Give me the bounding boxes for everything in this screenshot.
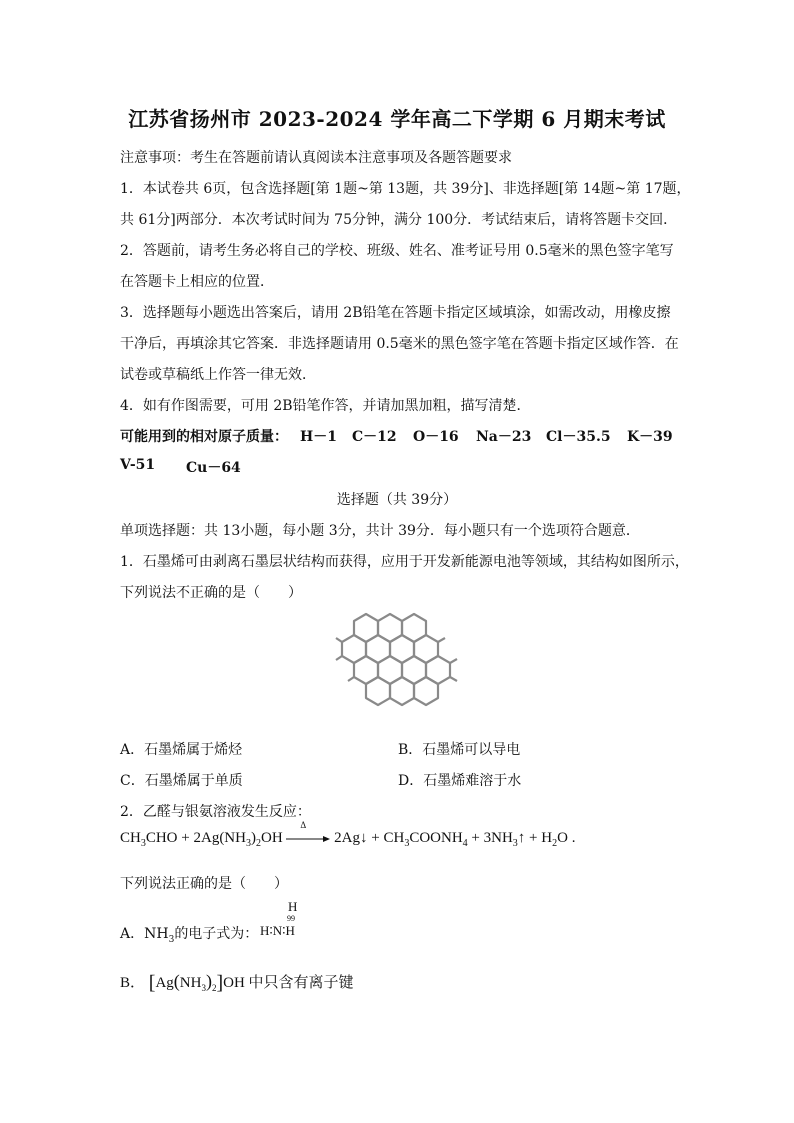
eq-product-2: $CH_3COONH_4$ bbox=[383, 830, 468, 849]
notice-line: 共 61分]两部分．本次考试时间为 75分钟，满分 100分．考试结束后，请将答题卡交回． bbox=[120, 212, 678, 228]
question-1-option-d: D．石墨烯难溶于水 bbox=[398, 773, 522, 789]
atomic-mass: Cl－35.5 bbox=[546, 429, 611, 445]
question-1-stem: 下列说法不正确的是（ ） bbox=[120, 585, 302, 601]
arrow-icon bbox=[286, 834, 330, 844]
atomic-mass: Na－23 bbox=[476, 429, 532, 445]
question-1-option-a: A．石墨烯属于烯烃 bbox=[120, 742, 243, 758]
reaction-equation: $CH_3CHO + 2Ag(NH_3)_2OH$ Δ 2Ag↓ + $CH_3COONH_4$ + $3NH_3↑ + H_2O$ . bbox=[120, 819, 576, 849]
notice-heading: 注意事项：考生在答题前请认真阅读本注意事项及各题答题要求 bbox=[120, 150, 512, 166]
atomic-mass: C－12 bbox=[352, 429, 397, 445]
masses-label: 可能用到的相对原子质量： bbox=[120, 429, 288, 445]
exam-title: 江苏省扬州市 2023-2024 学年高二下学期 6 月期末考试 bbox=[128, 107, 666, 131]
graphene-structure-figure bbox=[335, 610, 465, 710]
section-heading: 选择题（共 39分） bbox=[336, 492, 458, 508]
question-1-stem: 1．石墨烯可由剥离石墨层状结构而获得，应用于开发新能源电池等领域，其结构如图所示， bbox=[120, 554, 689, 570]
question-1-option-c: C．石墨烯属于单质 bbox=[120, 773, 243, 789]
atomic-mass: O－16 bbox=[413, 429, 459, 445]
eq-product-3: $3NH_3↑$ bbox=[483, 830, 526, 849]
question-2-stem: 2．乙醛与银氨溶液发生反应： bbox=[120, 804, 311, 820]
question-2-option-b: B． $[Ag(NH_3)_2]OH$ 中只含有离子键 bbox=[120, 971, 354, 994]
section-instructions: 单项选择题：共 13小题，每小题 3分，共计 39分．每小题只有一个选项符合题意． bbox=[120, 523, 640, 539]
notice-line: 2．答题前，请考生务必将自己的学校、班级、姓名、准考证号用 0.5毫米的黑色签字笔写 bbox=[120, 243, 674, 259]
notice-line: 干净后，再填涂其它答案．非选择题请用 0.5毫米的黑色签字笔在答题卡指定区域作答．在 bbox=[120, 336, 679, 352]
exam-page: 江苏省扬州市 2023-2024 学年高二下学期 6 月期末考试 注意事项：考生在答题前请认真阅读本注意事项及各题答题要求 1．本试卷共 6页，包含选择题[第 1题~第 13题，共 39分]、非选择题[第 14题~第 17题， 共 61分]两部分．本次考试时间为 75分钟，满分 100分．考试结束后，请将答题卡交回． 2．答题前，请考生务必将自己的学校、班级、姓名、准考证号用 0.5毫米的黑色签字笔写 在答题卡上相应的位置． 3．选择题每小题选出答案后，请用 2B铅笔在答题卡指定区域填涂，如需改动，用橡皮擦 干净后，再填涂其它答案．非选择题请用 0.5毫米的黑色签字笔在答题卡指定区域作答．在 试卷或草稿纸上作答一律无效． 4．如有作图需要，可用 2B铅笔作答，并请加黑加粗，描写清楚． 可能用到的相对原子质量： H－1 C－12 O－16 Na－23 Cl－35.5 K－39 V-51 Cu－64 选择题（共 39分） 单项选择题：共 13小题，每小题 3分，共计 39分．每小题只有一个选项符合题意． 1．石墨烯可由剥离石墨层状结构而获得，应用于开发新能源电池等领域，其结构如图所示， 下列说法不正确的是（ ） A．石墨烯属于烯烃 B．石墨烯可以导电 C．石墨烯属于单质 D．石墨烯难溶于水 2．乙醛与银氨溶液发生反应： $CH_3CHO + 2Ag(NH_3)_2OH$ Δ 2Ag↓ + $CH_3COONH_4$ + $3NH_3↑ + H_2O$ . 下列说法正确的是（ ） A．$NH_3$的电子式为： H 99 H∶N∶H B． $[Ag(NH_3)_2]OH$ 中只含有离子键 bbox=[0, 0, 794, 1123]
notice-line: 1．本试卷共 6页，包含选择题[第 1题~第 13题，共 39分]、非选择题[第 14题~第 17题， bbox=[120, 181, 691, 197]
question-2-ask: 下列说法正确的是（ ） bbox=[120, 876, 288, 892]
eq-reactant-1: $CH_3CHO$ bbox=[120, 830, 178, 849]
notice-line: 在答题卡上相应的位置． bbox=[120, 274, 274, 290]
heat-condition: Δ bbox=[300, 819, 307, 830]
eq-reactant-2: $2Ag(NH_3)_2OH$ bbox=[193, 830, 283, 849]
notice-line: 4．如有作图需要，可用 2B铅笔作答，并请加黑加粗，描写清楚． bbox=[120, 398, 531, 414]
eq-product-1: 2Ag↓ bbox=[334, 830, 368, 846]
atomic-mass: V-51 bbox=[120, 457, 156, 473]
reaction-arrow bbox=[286, 819, 330, 846]
atomic-mass: K－39 bbox=[627, 429, 673, 445]
question-2-option-a: A．$NH_3$的电子式为： bbox=[120, 926, 259, 945]
atomic-mass: H－1 bbox=[300, 429, 337, 445]
notice-line: 试卷或草稿纸上作答一律无效． bbox=[120, 367, 316, 383]
eq-product-4: $H_2O$ bbox=[541, 830, 568, 849]
question-1-option-b: B．石墨烯可以导电 bbox=[398, 742, 521, 758]
notice-line: 3．选择题每小题选出答案后，请用 2B铅笔在答题卡指定区域填涂，如需改动，用橡皮擦 bbox=[120, 305, 671, 321]
atomic-mass: Cu－64 bbox=[186, 460, 241, 476]
